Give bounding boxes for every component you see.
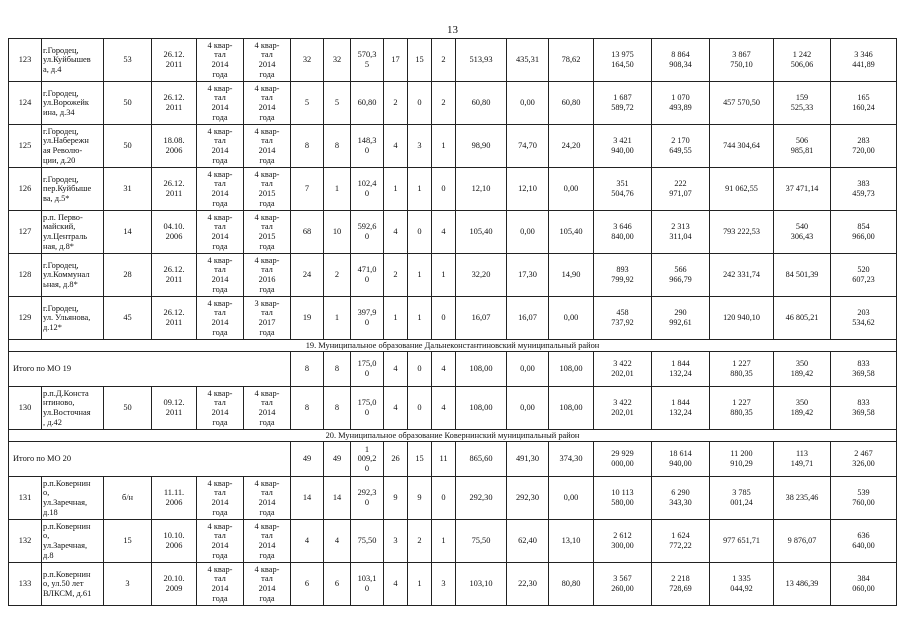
- table-cell: 1: [324, 168, 351, 211]
- table-cell: 26.12. 2011: [152, 297, 197, 340]
- table-cell: 50: [104, 125, 152, 168]
- row-number-cell: 128: [9, 254, 42, 297]
- table-cell: 350 189,42: [774, 352, 831, 387]
- table-cell: 53: [104, 39, 152, 82]
- table-cell: 4 квар- тал 2014 года: [244, 563, 291, 606]
- table-cell: 75,50: [456, 520, 507, 563]
- table-cell: 10 113 580,00: [594, 477, 652, 520]
- table-cell: 1 009,2 0: [351, 442, 384, 477]
- table-cell: 16,07: [456, 297, 507, 340]
- table-row: [9, 563, 897, 606]
- table-row: [9, 211, 897, 254]
- table-cell: 350 189,42: [774, 387, 831, 430]
- table-cell: 5: [324, 82, 351, 125]
- housing-resettlement-table: [8, 38, 897, 606]
- table-cell: 11 200 910,29: [710, 442, 774, 477]
- table-cell: 0: [408, 352, 432, 387]
- table-cell: 3 422 202,01: [594, 352, 652, 387]
- table-cell: 8: [291, 125, 324, 168]
- table-cell: 0,00: [507, 211, 549, 254]
- table-cell: 4 квар- тал 2014 года: [197, 168, 244, 211]
- table-cell: 2 467 326,00: [831, 442, 897, 477]
- table-cell: 0,00: [507, 82, 549, 125]
- table-cell: 290 992,61: [652, 297, 710, 340]
- table-cell: 7: [291, 168, 324, 211]
- table-cell: 14: [324, 477, 351, 520]
- table-cell: 32: [324, 39, 351, 82]
- address-cell: г.Городец, ул.Набережн ая Револю- ции, д.20: [42, 125, 104, 168]
- table-cell: 0: [432, 168, 456, 211]
- table-cell: 491,30: [507, 442, 549, 477]
- table-cell: 74,70: [507, 125, 549, 168]
- table-cell: 49: [291, 442, 324, 477]
- table-cell: 520 607,23: [831, 254, 897, 297]
- table-cell: 175,0 0: [351, 352, 384, 387]
- table-cell: 4: [384, 563, 408, 606]
- table-cell: 13,10: [549, 520, 594, 563]
- table-cell: 539 760,00: [831, 477, 897, 520]
- table-cell: 0,00: [507, 352, 549, 387]
- table-cell: б/н: [104, 477, 152, 520]
- row-number-cell: 126: [9, 168, 42, 211]
- table-cell: 833 369,58: [831, 352, 897, 387]
- table-cell: 12,10: [456, 168, 507, 211]
- table-cell: 4 квар- тал 2014 года: [244, 39, 291, 82]
- table-cell: 32: [291, 39, 324, 82]
- table-cell: 242 331,74: [710, 254, 774, 297]
- table-cell: 3: [384, 520, 408, 563]
- table-cell: 4: [432, 387, 456, 430]
- table-cell: 13 975 164,50: [594, 39, 652, 82]
- table-cell: 26.12. 2011: [152, 168, 197, 211]
- table-cell: 1 227 880,35: [710, 352, 774, 387]
- row-number-cell: 123: [9, 39, 42, 82]
- row-number-cell: 133: [9, 563, 42, 606]
- table-cell: 14: [104, 211, 152, 254]
- table-cell: 4 квар- тал 2015 года: [244, 168, 291, 211]
- table-cell: 0: [408, 82, 432, 125]
- table-cell: 24: [291, 254, 324, 297]
- table-cell: 374,30: [549, 442, 594, 477]
- table-cell: 1: [408, 254, 432, 297]
- table-cell: 49: [324, 442, 351, 477]
- table-cell: 2: [384, 254, 408, 297]
- section-title: 19. Муниципальное образование Дальнеконстантиновский муниципальный район: [9, 340, 897, 352]
- table-cell: 1 687 589,72: [594, 82, 652, 125]
- table-cell: 0: [432, 477, 456, 520]
- table-cell: 2: [324, 254, 351, 297]
- table-cell: 4: [384, 211, 408, 254]
- table-cell: 1: [408, 168, 432, 211]
- row-number-cell: 130: [9, 387, 42, 430]
- table-row: [9, 477, 897, 520]
- table-cell: 18.08. 2006: [152, 125, 197, 168]
- row-number-cell: 124: [9, 82, 42, 125]
- table-cell: 4 квар- тал 2014 года: [197, 563, 244, 606]
- table-cell: 9: [408, 477, 432, 520]
- table-cell: 14,90: [549, 254, 594, 297]
- table-cell: 32,20: [456, 254, 507, 297]
- table-cell: 222 971,07: [652, 168, 710, 211]
- table-cell: 17: [384, 39, 408, 82]
- table-cell: 102,4 0: [351, 168, 384, 211]
- table-cell: 0,00: [549, 477, 594, 520]
- table-cell: 113 149,71: [774, 442, 831, 477]
- table-cell: 435,31: [507, 39, 549, 82]
- table-cell: 1 844 132,24: [652, 387, 710, 430]
- table-cell: 80,80: [549, 563, 594, 606]
- table-cell: 4 квар- тал 2014 года: [197, 254, 244, 297]
- table-cell: 1: [432, 520, 456, 563]
- table-cell: 60,80: [456, 82, 507, 125]
- address-cell: г.Городец, пер.Куйбыше ва, д.5*: [42, 168, 104, 211]
- table-cell: 566 966,79: [652, 254, 710, 297]
- table-cell: 50: [104, 82, 152, 125]
- table-cell: 744 304,64: [710, 125, 774, 168]
- table-cell: 1: [408, 297, 432, 340]
- table-cell: 9 876,07: [774, 520, 831, 563]
- table-cell: 10: [324, 211, 351, 254]
- page-number: 13: [447, 24, 458, 36]
- row-number-cell: 132: [9, 520, 42, 563]
- table-cell: 1: [432, 125, 456, 168]
- table-cell: 0,00: [507, 387, 549, 430]
- address-cell: г.Городец, ул.Коммунал ьная, д.8*: [42, 254, 104, 297]
- table-cell: 13 486,39: [774, 563, 831, 606]
- table-cell: 1: [384, 297, 408, 340]
- table-cell: 26.12. 2011: [152, 39, 197, 82]
- table-row: [9, 297, 897, 340]
- table-cell: 19: [291, 297, 324, 340]
- table-cell: 383 459,73: [831, 168, 897, 211]
- row-number-cell: 127: [9, 211, 42, 254]
- table-cell: 4 квар- тал 2014 года: [197, 125, 244, 168]
- total-label: Итого по МО 20: [9, 442, 291, 477]
- table-cell: 8: [324, 125, 351, 168]
- table-cell: 45: [104, 297, 152, 340]
- table-cell: 6 290 343,30: [652, 477, 710, 520]
- table-cell: 283 720,00: [831, 125, 897, 168]
- total-row: [9, 442, 897, 477]
- table-cell: 3 346 441,89: [831, 39, 897, 82]
- table-cell: 0: [408, 211, 432, 254]
- table-cell: 50: [104, 387, 152, 430]
- table-cell: 2 612 300,00: [594, 520, 652, 563]
- section-row: [9, 430, 897, 442]
- table-cell: 4 квар- тал 2016 года: [244, 254, 291, 297]
- table-cell: 159 525,33: [774, 82, 831, 125]
- table-cell: 62,40: [507, 520, 549, 563]
- table-cell: 1 335 044,92: [710, 563, 774, 606]
- section-row: [9, 340, 897, 352]
- table-cell: 15: [104, 520, 152, 563]
- table-cell: 108,00: [456, 352, 507, 387]
- table-cell: 540 306,43: [774, 211, 831, 254]
- table-cell: 4 квар- тал 2014 года: [244, 125, 291, 168]
- address-cell: г.Городец, ул.Ворожейк ина, д.34: [42, 82, 104, 125]
- total-label: Итого по МО 19: [9, 352, 291, 387]
- table-cell: 471,0 0: [351, 254, 384, 297]
- table-cell: 2: [384, 82, 408, 125]
- table-cell: 1: [384, 168, 408, 211]
- table-cell: 4 квар- тал 2014 года: [197, 297, 244, 340]
- table-cell: 15: [408, 39, 432, 82]
- table-cell: 105,40: [549, 211, 594, 254]
- table-cell: 2 313 311,04: [652, 211, 710, 254]
- table-cell: 1: [408, 563, 432, 606]
- table-cell: 26.12. 2011: [152, 82, 197, 125]
- table-cell: 4: [384, 125, 408, 168]
- table-row: [9, 125, 897, 168]
- table-cell: 91 062,55: [710, 168, 774, 211]
- table-cell: 175,0 0: [351, 387, 384, 430]
- table-cell: 22,30: [507, 563, 549, 606]
- table-cell: 14: [291, 477, 324, 520]
- table-cell: 3 646 840,00: [594, 211, 652, 254]
- table-cell: 24,20: [549, 125, 594, 168]
- table-row: [9, 387, 897, 430]
- table-cell: 292,30: [456, 477, 507, 520]
- table-cell: 37 471,14: [774, 168, 831, 211]
- table-cell: 68: [291, 211, 324, 254]
- table-cell: 506 985,81: [774, 125, 831, 168]
- table-cell: 12,10: [507, 168, 549, 211]
- table-cell: 75,50: [351, 520, 384, 563]
- table-cell: 38 235,46: [774, 477, 831, 520]
- table-cell: 4: [291, 520, 324, 563]
- table-cell: 4 квар- тал 2014 года: [244, 520, 291, 563]
- table-cell: 11.11. 2006: [152, 477, 197, 520]
- table-row: [9, 168, 897, 211]
- table-cell: 793 222,53: [710, 211, 774, 254]
- table-cell: 0,00: [549, 168, 594, 211]
- table-cell: 384 060,00: [831, 563, 897, 606]
- table-cell: 1 242 506,06: [774, 39, 831, 82]
- table-cell: 1 070 493,89: [652, 82, 710, 125]
- table-cell: 3 422 202,01: [594, 387, 652, 430]
- table-cell: 04.10. 2006: [152, 211, 197, 254]
- table-cell: 4 квар- тал 2014 года: [197, 211, 244, 254]
- address-cell: г.Городец, ул.Куйбышев а, д.4: [42, 39, 104, 82]
- table-cell: 120 940,10: [710, 297, 774, 340]
- table-cell: 60,80: [351, 82, 384, 125]
- table-cell: 4: [432, 352, 456, 387]
- table-cell: 4: [324, 520, 351, 563]
- table-cell: 2: [408, 520, 432, 563]
- table-cell: 09.12. 2011: [152, 387, 197, 430]
- table-cell: 60,80: [549, 82, 594, 125]
- table-cell: 1: [432, 254, 456, 297]
- table-cell: 2: [432, 39, 456, 82]
- table-cell: 17,30: [507, 254, 549, 297]
- table-cell: 3 квар- тал 2017 года: [244, 297, 291, 340]
- total-row: [9, 352, 897, 387]
- table-cell: 8 864 908,34: [652, 39, 710, 82]
- table-cell: 1 227 880,35: [710, 387, 774, 430]
- table-cell: 98,90: [456, 125, 507, 168]
- table-cell: 108,00: [549, 387, 594, 430]
- address-cell: р.п. Перво- майский, ул.Централь ная, д.8*: [42, 211, 104, 254]
- table-cell: 4 квар- тал 2014 года: [197, 477, 244, 520]
- table-cell: 570,3 5: [351, 39, 384, 82]
- table-cell: 4: [384, 387, 408, 430]
- row-number-cell: 129: [9, 297, 42, 340]
- table-cell: 108,00: [456, 387, 507, 430]
- table-cell: 11: [432, 442, 456, 477]
- table-cell: 165 160,24: [831, 82, 897, 125]
- table-cell: 29 929 000,00: [594, 442, 652, 477]
- table-cell: 16,07: [507, 297, 549, 340]
- table-cell: 977 651,71: [710, 520, 774, 563]
- table-cell: 4 квар- тал 2014 года: [244, 387, 291, 430]
- table-cell: 18 614 940,00: [652, 442, 710, 477]
- table-body: [9, 39, 897, 606]
- table-cell: 3 421 940,00: [594, 125, 652, 168]
- table-cell: 6: [291, 563, 324, 606]
- table-cell: 15: [408, 442, 432, 477]
- table-cell: 4 квар- тал 2014 года: [197, 82, 244, 125]
- table-cell: 148,3 0: [351, 125, 384, 168]
- table-cell: 5: [291, 82, 324, 125]
- table-cell: 833 369,58: [831, 387, 897, 430]
- table-cell: 78,62: [549, 39, 594, 82]
- section-title: 20. Муниципальное образование Ковернинский муниципальный район: [9, 430, 897, 442]
- table-cell: 893 799,92: [594, 254, 652, 297]
- table-cell: 28: [104, 254, 152, 297]
- table-cell: 46 805,21: [774, 297, 831, 340]
- table-cell: 4 квар- тал 2014 года: [244, 477, 291, 520]
- row-number-cell: 125: [9, 125, 42, 168]
- table-row: [9, 39, 897, 82]
- table-cell: 9: [384, 477, 408, 520]
- table-cell: 3: [408, 125, 432, 168]
- table-cell: 292,3 0: [351, 477, 384, 520]
- table-cell: 20.10. 2009: [152, 563, 197, 606]
- table-cell: 865,60: [456, 442, 507, 477]
- address-cell: р.п.Д.Конста нтиново, ул.Восточная , д.42: [42, 387, 104, 430]
- table-cell: 8: [291, 387, 324, 430]
- table-cell: 10.10. 2006: [152, 520, 197, 563]
- table-row: [9, 520, 897, 563]
- table-cell: 4 квар- тал 2015 года: [244, 211, 291, 254]
- table-cell: 513,93: [456, 39, 507, 82]
- table-cell: 3 867 750,10: [710, 39, 774, 82]
- table-cell: 3 567 260,00: [594, 563, 652, 606]
- table-cell: 105,40: [456, 211, 507, 254]
- address-cell: р.п.Ковернин о, ул.Заречная, д.8: [42, 520, 104, 563]
- table-cell: 351 504,76: [594, 168, 652, 211]
- row-number-cell: 131: [9, 477, 42, 520]
- table-cell: 4: [432, 211, 456, 254]
- table-cell: 203 534,62: [831, 297, 897, 340]
- table-cell: 3: [432, 563, 456, 606]
- table-cell: 4 квар- тал 2014 года: [197, 520, 244, 563]
- table-cell: 1: [324, 297, 351, 340]
- table-cell: 103,10: [456, 563, 507, 606]
- table-cell: 457 570,50: [710, 82, 774, 125]
- table-cell: 854 966,00: [831, 211, 897, 254]
- table-cell: 4 квар- тал 2014 года: [197, 387, 244, 430]
- table-cell: 458 737,92: [594, 297, 652, 340]
- address-cell: г.Городец, ул. Ульянова, д.12*: [42, 297, 104, 340]
- table-cell: 4: [384, 352, 408, 387]
- address-cell: р.п.Ковернин о, ул.Заречная, д.18: [42, 477, 104, 520]
- table-cell: 636 640,00: [831, 520, 897, 563]
- table-cell: 8: [324, 387, 351, 430]
- table-cell: 8: [291, 352, 324, 387]
- table-cell: 8: [324, 352, 351, 387]
- table-cell: 2 218 728,69: [652, 563, 710, 606]
- table-cell: 0: [432, 297, 456, 340]
- table-cell: 26: [384, 442, 408, 477]
- table-cell: 26.12. 2011: [152, 254, 197, 297]
- address-cell: р.п.Ковернин о, ул.50 лет ВЛКСМ, д.61: [42, 563, 104, 606]
- table-cell: 292,30: [507, 477, 549, 520]
- table-cell: 84 501,39: [774, 254, 831, 297]
- table-cell: 397,9 0: [351, 297, 384, 340]
- table-cell: 0: [408, 387, 432, 430]
- table-cell: 4 квар- тал 2014 года: [197, 39, 244, 82]
- table-cell: 31: [104, 168, 152, 211]
- table-cell: 2 170 649,55: [652, 125, 710, 168]
- table-cell: 3 785 001,24: [710, 477, 774, 520]
- table-cell: 3: [104, 563, 152, 606]
- table-cell: 592,6 0: [351, 211, 384, 254]
- table-cell: 2: [432, 82, 456, 125]
- table-row: [9, 82, 897, 125]
- table-cell: 103,1 0: [351, 563, 384, 606]
- table-row: [9, 254, 897, 297]
- table-cell: 108,00: [549, 352, 594, 387]
- table-cell: 0,00: [549, 297, 594, 340]
- table-cell: 1 844 132,24: [652, 352, 710, 387]
- table-cell: 6: [324, 563, 351, 606]
- table-cell: 4 квар- тал 2014 года: [244, 82, 291, 125]
- table-cell: 1 624 772,22: [652, 520, 710, 563]
